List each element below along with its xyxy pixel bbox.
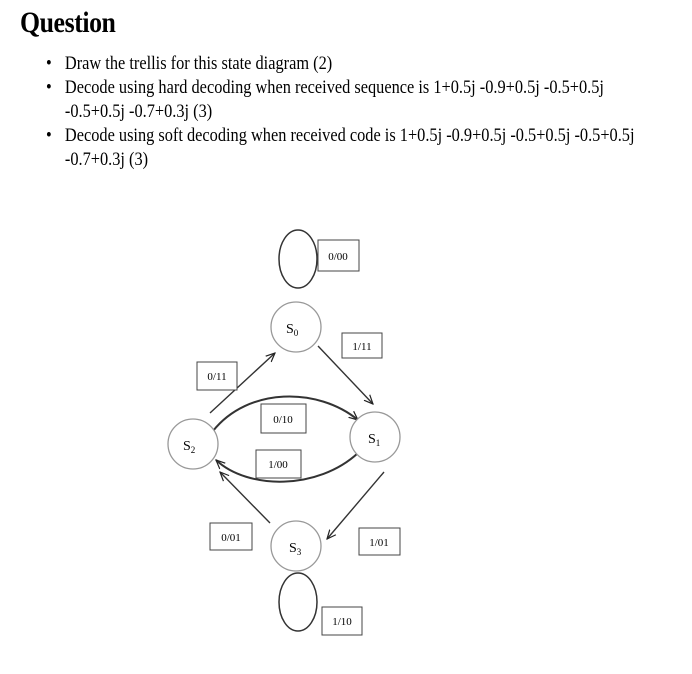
bullet-dot-icon: • — [46, 125, 52, 146]
edge-label-0-01: 0/01 — [221, 532, 241, 544]
state-label-s1: $S_1$ — [368, 432, 381, 448]
state-label-s0: $S_0$ — [286, 322, 299, 338]
page-title: Question — [20, 6, 116, 39]
self-loop-s0 — [279, 230, 317, 288]
state-label-s3: $S_3$ — [289, 541, 302, 557]
state-node-s2 — [168, 419, 218, 469]
question-line: -0.7+0.3j (3) — [64, 149, 149, 170]
edge-label-0-00: 0/00 — [328, 251, 348, 263]
edge-label-1-00: 1/00 — [268, 459, 288, 471]
state-label-s2: $S_2$ — [183, 439, 196, 455]
bullet-dot-icon: • — [46, 53, 52, 74]
question-line: Decode using soft decoding when received code is 1+0.5j -0.9+0.5j -0.5+0.5j -0.5+0.5j — [64, 125, 635, 146]
edge-label-1-10: 1/10 — [332, 616, 352, 628]
state-node-s0 — [271, 302, 321, 352]
question-line: -0.5+0.5j -0.7+0.3j (3) — [64, 101, 213, 122]
question-line: Decode using hard decoding when received sequence is 1+0.5j -0.9+0.5j -0.5+0.5j — [64, 77, 604, 98]
bullet-dot-icon: • — [46, 77, 52, 98]
self-loop-s3 — [279, 573, 317, 631]
edge-label-0-10: 0/10 — [273, 414, 293, 426]
edge-label-0-11: 0/11 — [207, 371, 227, 383]
edge-label-1-01: 1/01 — [369, 537, 389, 549]
question-line: Draw the trellis for this state diagram (2) — [64, 53, 333, 74]
edge-label-1-11: 1/11 — [352, 341, 372, 353]
